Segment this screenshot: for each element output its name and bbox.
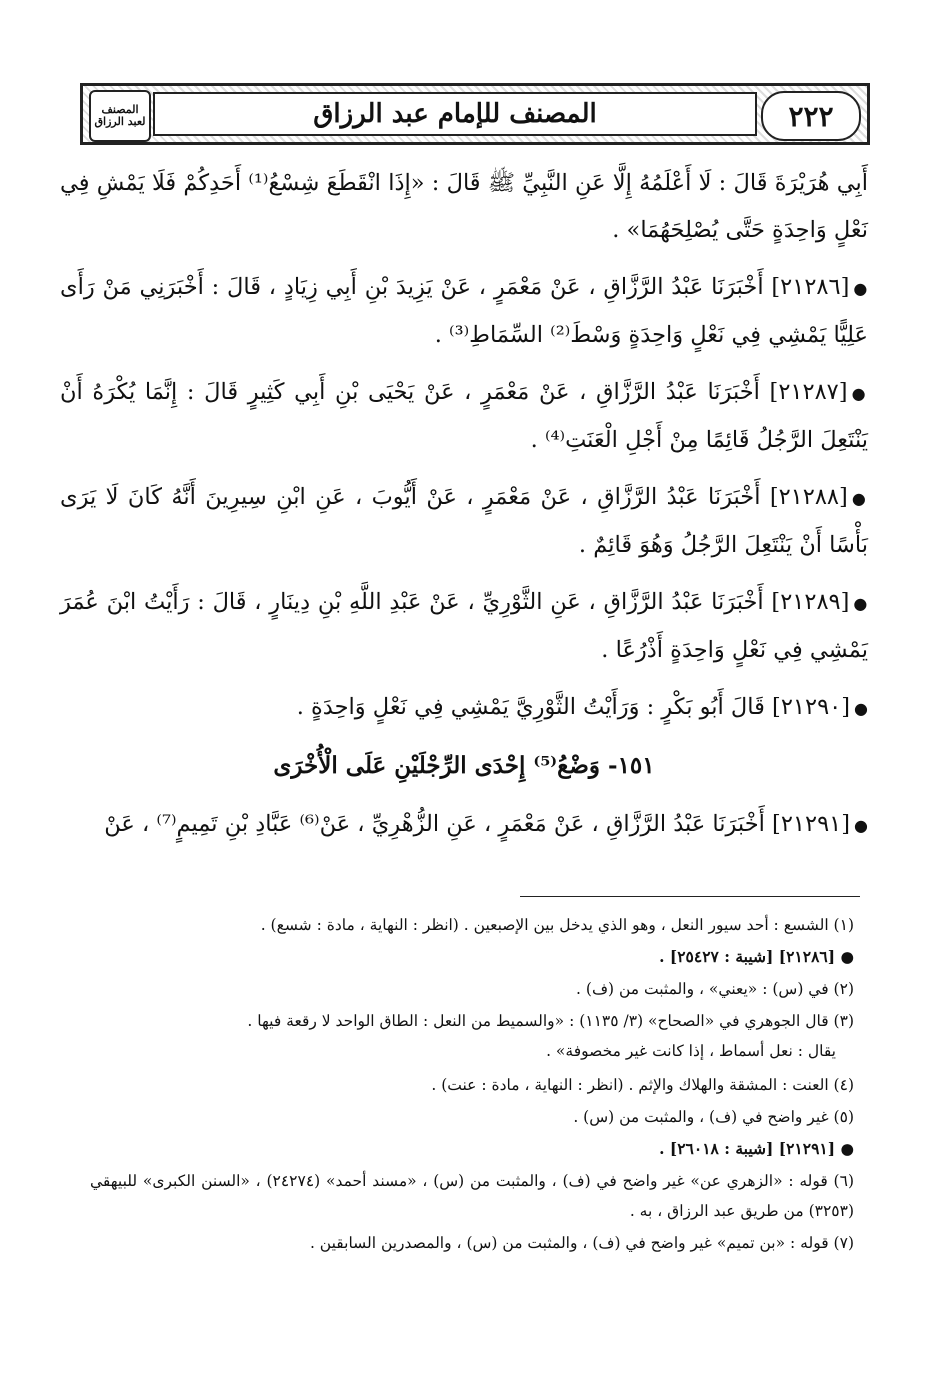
footnote: (١) الشسع : أحد سيور النعل ، وهو الذي يدخل بين الإصبعين . (انظر : النهاية ، مادة : شسع) . bbox=[260, 916, 854, 934]
hadith-bullet: ● bbox=[851, 489, 868, 508]
footnote: (٢) في (س) : «يعني» ، والمثبت من (ف) . bbox=[576, 980, 854, 998]
footnote: (٦) قوله : «الزهري عن» غير واضح في (ف) ، والمثبت من (س) ، «مسند أحمد» (٢٤٢٧٤) ، «السنن الكبرى» للبيهقي (٣٢٥٣) من طريق عبد الرزاق ، به . bbox=[90, 1172, 854, 1220]
book-seal-logo: المصنف لعبد الرزاق bbox=[89, 90, 151, 142]
footnote-ref: ● [٢١٢٨٦] [شيبة : ٢٥٤٢٧] . bbox=[659, 947, 854, 966]
footnote-continuation: يقال : نعل أسماط ، إذا كانت غير مخصوفة» . bbox=[546, 1042, 836, 1060]
footnote-ref: ● [٢١٢٩١] [شيبة : ٢٦٠١٨] . bbox=[659, 1139, 854, 1158]
hadith-text: [٢١٢٨٧] أَخْبَرَنَا عَبْدُ الرَّزَّاقِ ، عَنْ مَعْمَرٍ ، عَنْ يَحْيَى بْنِ أَبِي كَثِيرٍ قَالَ : إِنَّمَا يُكْرَهُ أَنْ يَنْتَعِلَ الرَّجُلُ قَائِمًا مِنْ أَجْلِ الْعَنَتِ⁽⁴⁾ . bbox=[60, 379, 868, 453]
hadith-21288 bbox=[60, 474, 868, 569]
hadith-21286 bbox=[60, 264, 868, 359]
hadith-21287 bbox=[60, 369, 868, 464]
hadith-text: [٢١٢٩١] أَخْبَرَنَا عَبْدُ الرَّزَّاقِ ، عَنْ مَعْمَرٍ ، عَنِ الزُّهْرِيِّ ، عَنْ⁽⁶⁾ عَبَّادِ بْنِ تَمِيمٍ⁽⁷⁾ ، عَنْ bbox=[104, 811, 851, 837]
hadith-bullet: ● bbox=[853, 594, 868, 613]
header-band bbox=[153, 92, 757, 136]
hadith-21291 bbox=[60, 801, 868, 849]
footnote: (٣) قال الجوهري في «الصحاح» (٣/ ١١٣٥) : «والسميط من النعل : الطاق الواحد لا رقعة فيها . bbox=[247, 1012, 854, 1030]
paragraph-continuation: أَبِي هُرَيْرَةَ قَالَ : لَا أَعْلَمُهُ إِلَّا عَنِ النَّبِيِّ ﷺ قَالَ : «إِذَا انْقَطَعَ شِسْعُ⁽¹⁾ أَحَدِكُمْ فَلَا يَمْشِ فِي نَعْلٍ وَاحِدَةٍ حَتَّى يُصْلِحَهُمَا» . bbox=[60, 170, 869, 243]
hadith-text: [٢١٢٨٦] أَخْبَرَنَا عَبْدُ الرَّزَّاقِ ، عَنْ مَعْمَرٍ ، عَنْ يَزِيدَ بْنِ أَبِي زِيَادٍ ، قَالَ : أَخْبَرَنِي مَنْ رَأَى عَلِيًّا يَمْشِي فِي نَعْلٍ وَاحِدَةٍ وَسْطَ⁽²⁾ السِّمَاطِ⁽³⁾ . bbox=[60, 274, 868, 348]
hadith-bullet: ● bbox=[851, 384, 869, 403]
hadith-bullet: ● bbox=[854, 699, 868, 718]
footnote: (٥) غير واضح في (ف) ، والمثبت من (س) . bbox=[573, 1108, 854, 1126]
book-title: المصنف للإمام عبد الرزاق bbox=[313, 99, 597, 129]
hadith-bullet: ● bbox=[854, 816, 868, 835]
hadith-bullet: ● bbox=[853, 279, 868, 298]
chapter-heading: ١٥١- وَضْعُ⁽⁵⁾ إِحْدَى الرِّجْلَيْنِ عَلَى الْأُخْرَى bbox=[273, 752, 655, 779]
footnotes bbox=[90, 910, 854, 1260]
page-header bbox=[80, 83, 870, 145]
footnote-separator bbox=[520, 896, 860, 897]
hadith-text: [٢١٢٨٩] أَخْبَرَنَا عَبْدُ الرَّزَّاقِ ، عَنِ الثَّوْرِيِّ ، عَنْ عَبْدِ اللَّهِ بْنِ دِينَارٍ ، قَالَ : رَأَيْتُ ابْنَ عُمَرَ يَمْشِي فِي نَعْلٍ وَاحِدَةٍ أَذْرُعًا . bbox=[60, 589, 868, 663]
hadith-text: [٢١٢٩٠] قَالَ أَبُو بَكْرٍ : وَرَأَيْتُ الثَّوْرِيَّ يَمْشِي فِي نَعْلٍ وَاحِدَةٍ . bbox=[296, 694, 851, 720]
page-number: ٢٢٢ bbox=[761, 91, 861, 141]
hadith-21289 bbox=[60, 579, 868, 674]
hadith-21290 bbox=[60, 684, 868, 732]
footnote: (٧) قوله : «بن تميم» غير واضح في (ف) ، والمثبت من (س) ، والمصدرين السابقين . bbox=[309, 1234, 854, 1252]
main-text bbox=[60, 160, 868, 859]
hadith-text: [٢١٢٨٨] أَخْبَرَنَا عَبْدُ الرَّزَّاقِ ، عَنْ مَعْمَرٍ ، عَنْ أَيُّوبَ ، عَنِ ابْنِ سِيرِينَ أَنَّهُ كَانَ لَا يَرَى بَأْسًا أَنْ يَنْتَعِلَ الرَّجُلُ وَهُوَ قَائِمٌ . bbox=[60, 484, 868, 558]
footnote: (٤) العنت : المشقة والهلاك والإثم . (انظر : النهاية ، مادة : عنت) . bbox=[431, 1076, 854, 1094]
